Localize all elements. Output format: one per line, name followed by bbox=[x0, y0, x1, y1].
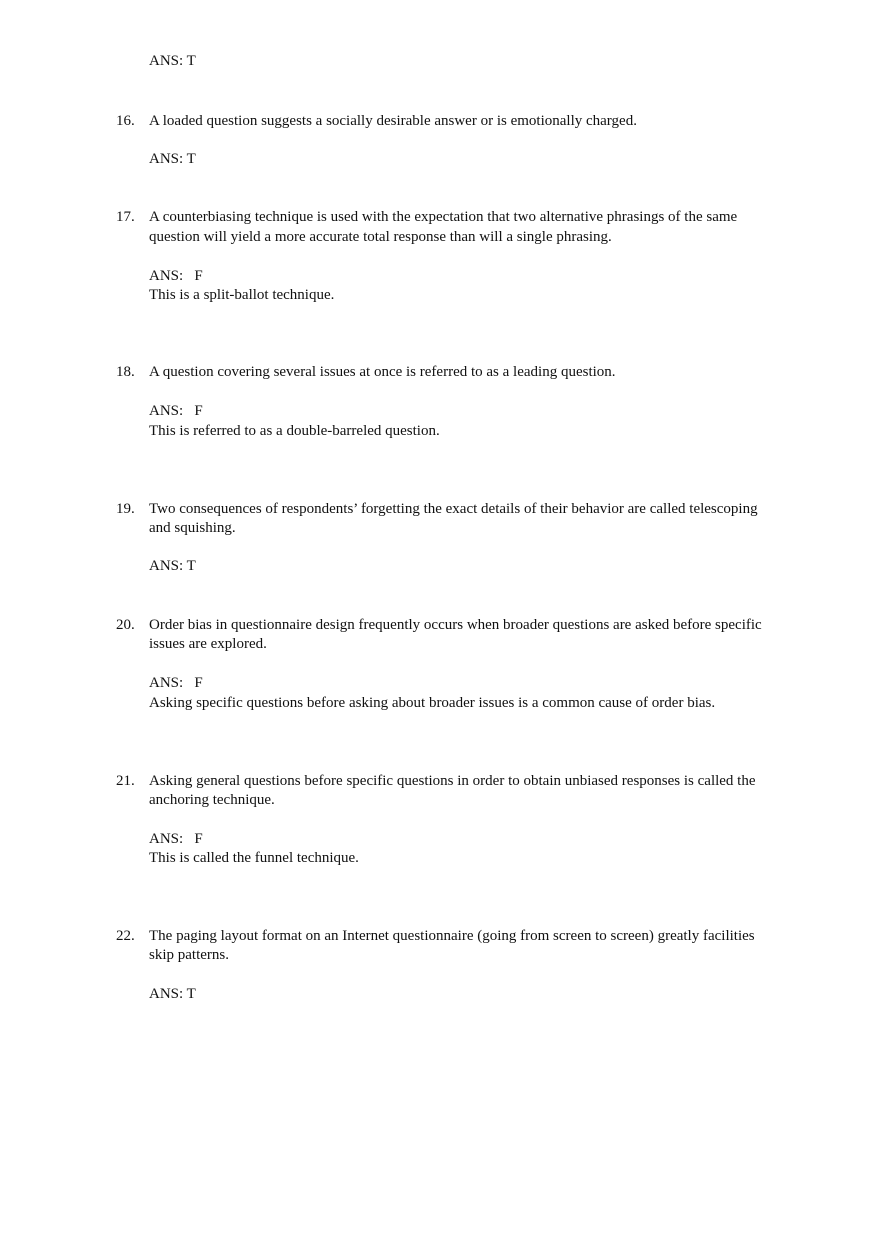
question-text-line: question will yield a more accurate total response than will a single phrasing. bbox=[149, 229, 612, 245]
question-text-line: Order bias in questionnaire design frequently occurs when broader questions are asked before specific bbox=[149, 617, 762, 633]
question-number: 21. bbox=[116, 773, 135, 789]
question-text-line: Two consequences of respondents’ forgetting the exact details of their behavior are called telescoping bbox=[149, 501, 758, 517]
explanation: Asking specific questions before asking about broader issues is a common cause of order bias. bbox=[149, 695, 716, 711]
question-text-line: issues are explored. bbox=[149, 636, 267, 652]
answer: ANS: F bbox=[149, 268, 203, 284]
question-text-line: skip patterns. bbox=[149, 947, 229, 963]
answer: ANS: F bbox=[149, 831, 203, 847]
question-number: 17. bbox=[116, 209, 135, 225]
explanation: This is referred to as a double-barreled question. bbox=[149, 423, 440, 439]
question-number: 22. bbox=[116, 928, 135, 944]
question-text-line: A loaded question suggests a socially desirable answer or is emotionally charged. bbox=[149, 113, 637, 129]
answer: ANS: T bbox=[149, 151, 196, 167]
explanation: This is a split-ballot technique. bbox=[149, 287, 335, 303]
question-text-line: anchoring technique. bbox=[149, 792, 275, 808]
question-text-line: The paging layout format on an Internet questionnaire (going from screen to screen) greatly facilities bbox=[149, 928, 755, 944]
question-number: 20. bbox=[116, 617, 135, 633]
answer: ANS: F bbox=[149, 675, 203, 691]
question-number: 16. bbox=[116, 113, 135, 129]
question-text-line: A question covering several issues at once is referred to as a leading question. bbox=[149, 364, 616, 380]
question-text-line: A counterbiasing technique is used with the expectation that two alternative phrasings of the same bbox=[149, 209, 738, 225]
question-number: 18. bbox=[116, 364, 135, 380]
answer-15: ANS: T bbox=[149, 53, 196, 69]
question-text-line: and squishing. bbox=[149, 520, 236, 536]
answer: ANS: T bbox=[149, 986, 196, 1002]
question-text-line: Asking general questions before specific questions in order to obtain unbiased responses is called the bbox=[149, 773, 756, 789]
answer: ANS: F bbox=[149, 403, 203, 419]
explanation: This is called the funnel technique. bbox=[149, 850, 359, 866]
question-number: 19. bbox=[116, 501, 135, 517]
answer: ANS: T bbox=[149, 558, 196, 574]
